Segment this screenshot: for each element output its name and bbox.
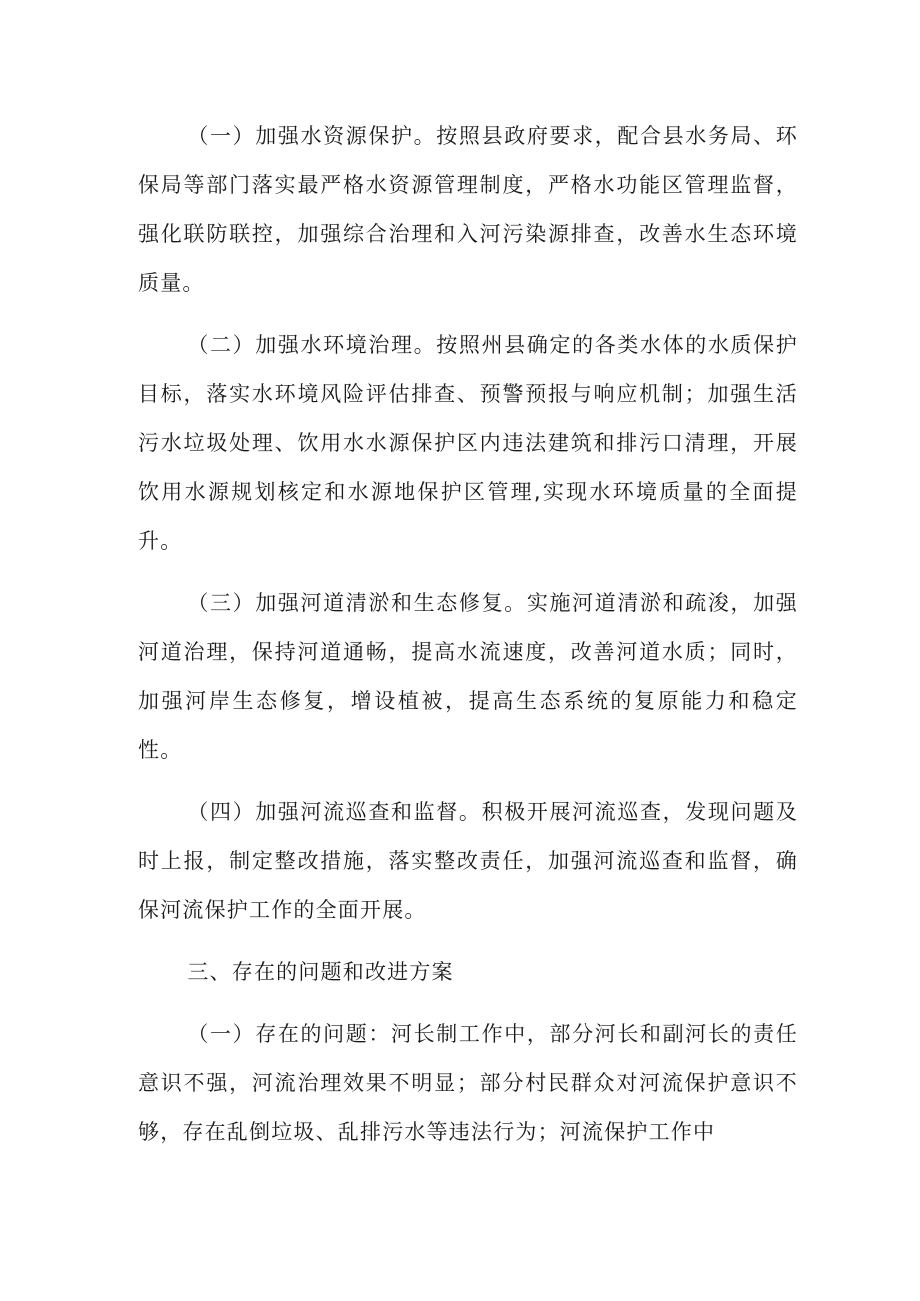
paragraph-water-resource-protection: （一）加强水资源保护。按照县政府要求，配合县水务局、环保局等部门落实最严格水资源管理制度，严格水功能区管理监督，强化联防联控，加强综合治理和入河污染源排查，改善水生态环境质量。 [138, 124, 798, 295]
paragraph-river-patrol-supervision: （四）加强河流巡查和监督。积极开展河流巡查，发现问题及时上报，制定整改措施，落实整改责任，加强河流巡查和监督，确保河流保护工作的全面开展。 [138, 800, 798, 922]
document-body [138, 112, 798, 1170]
paragraph-water-environment-governance: （二）加强水环境治理。按照州县确定的各类水体的水质保护目标，落实水环境风险评估排查、预警预报与响应机制；加强生活污水垃圾处理、饮用水水源保护区内违法建筑和排污口清理，开展饮用水源规划核定和水源地保护区管理,实现水环境质量的全面提升。 [138, 333, 798, 553]
section-heading-problems-improvements: 三、存在的问题和改进方案 [187, 960, 454, 984]
paragraph-existing-problems: （一）存在的问题：河长制工作中，部分河长和副河长的责任意识不强，河流治理效果不明显；部分村民群众对河流保护意识不够，存在乱倒垃圾、乱排污水等违法行为；河流保护工作中 [138, 1022, 798, 1144]
paragraph-river-dredging-restoration: （三）加强河道清淤和生态修复。实施河道清淤和疏浚，加强河道治理，保持河道通畅，提高水流速度，改善河道水质；同时，加强河岸生态修复，增设植被，提高生态系统的复原能力和稳定性。 [138, 591, 798, 762]
